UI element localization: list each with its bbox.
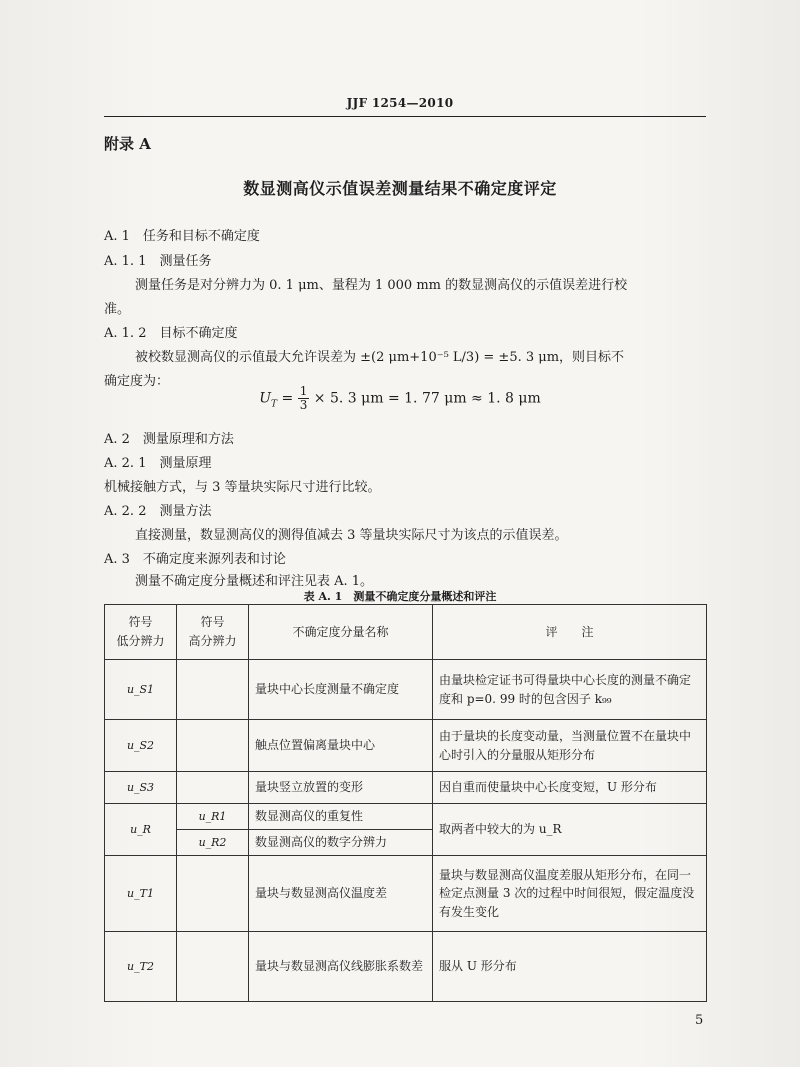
subsection-heading: A. 1. 2 目标不确定度: [104, 326, 238, 341]
section-heading: A. 3 不确定度来源列表和讨论: [104, 552, 286, 567]
document-title: 数显测高仪示值误差测量结果不确定度评定: [243, 179, 557, 198]
standard-header: JJF 1254—2010: [346, 96, 454, 110]
symbol-cell: u_S1: [105, 660, 177, 720]
paragraph-line: 准。: [104, 302, 131, 317]
symbol-high-cell: u_R2: [177, 830, 249, 856]
table-row: [105, 660, 707, 720]
comment-cell: 因自重而使量块中心长度变短，U 形分布: [433, 772, 707, 804]
table-row: [105, 772, 707, 804]
empty-cell: [177, 720, 249, 772]
empty-cell: [177, 932, 249, 1002]
table-row: [105, 856, 707, 932]
symbol-cell: u_S2: [105, 720, 177, 772]
paragraph-line: 测量任务是对分辨力为 0. 1 μm、量程为 1 000 mm 的数显测高仪的示值误差进行校: [135, 278, 628, 293]
component-name-cell: 量块中心长度测量不确定度: [249, 660, 433, 720]
symbol-cell: u_S3: [105, 772, 177, 804]
subsection-heading: A. 1. 1 测量任务: [104, 254, 212, 269]
target-uncertainty-formula: $U_T$ = $\frac{1}{3}$ × 5. 3 μm = 1. 77 μm ≈ 1. 8 μm: [259, 384, 541, 412]
comment-cell: 服从 U 形分布: [433, 932, 707, 1002]
symbol-cell: u_R: [105, 804, 177, 856]
header-symbol-high: 符号 高分辨力: [177, 605, 249, 660]
paragraph-line: 确定度为：: [104, 374, 170, 389]
symbol-cell: u_T1: [105, 856, 177, 932]
section-heading: A. 1 任务和目标不确定度: [104, 229, 260, 244]
table-row: [105, 804, 707, 830]
page-number: 5: [695, 1013, 704, 1028]
paragraph-line: 机械接触方式，与 3 等量块实际尺寸进行比较。: [104, 480, 381, 495]
header-symbol-low: 符号 低分辨力: [105, 605, 177, 660]
empty-cell: [177, 856, 249, 932]
subsection-heading: A. 2. 2 测量方法: [104, 504, 212, 519]
subsection-heading: A. 2. 1 测量原理: [104, 456, 212, 471]
symbol-high-cell: u_R1: [177, 804, 249, 830]
symbol-cell: u_T2: [105, 932, 177, 1002]
component-name-cell: 量块竖立放置的变形: [249, 772, 433, 804]
comment-cell: 取两者中较大的为 u_R: [433, 804, 707, 856]
comment-cell: 量块与数显测高仪温度差服从矩形分布，在同一检定点测量 3 次的过程中时间很短，假定温度没有发生变化: [433, 856, 707, 932]
header-rule: [104, 116, 706, 117]
table-header-row: [105, 605, 707, 660]
comment-cell: 由量块检定证书可得量块中心长度的测量不确定度和 p=0. 99 时的包含因子 k₉₉: [433, 660, 707, 720]
paragraph-line: 被校数显测高仪的示值最大允许误差为 ±(2 μm+10⁻⁵ L/3) = ±5. 3 μm，则目标不: [135, 350, 625, 365]
component-name-cell: 量块与数显测高仪线膨胀系数差: [249, 932, 433, 1002]
annex-label: 附录 A: [104, 135, 151, 153]
comment-cell: 由于量块的长度变动量，当测量位置不在量块中心时引入的分量服从矩形分布: [433, 720, 707, 772]
component-name-cell: 量块与数显测高仪温度差: [249, 856, 433, 932]
component-name-cell: 触点位置偏离量块中心: [249, 720, 433, 772]
empty-cell: [177, 660, 249, 720]
uncertainty-table: [104, 604, 707, 1002]
header-comment: 评 注: [433, 605, 707, 660]
table-caption: 表 A. 1 测量不确定度分量概述和评注: [303, 590, 497, 603]
header-component-name: 不确定度分量名称: [249, 605, 433, 660]
component-name-cell: 数显测高仪的重复性: [249, 804, 433, 830]
component-name-cell: 数显测高仪的数字分辨力: [249, 830, 433, 856]
table-row: [105, 932, 707, 1002]
paragraph-line: 直接测量，数显测高仪的测得值减去 3 等量块实际尺寸为该点的示值误差。: [135, 528, 568, 543]
empty-cell: [177, 772, 249, 804]
paragraph-line: 测量不确定度分量概述和评注见表 A. 1。: [135, 574, 374, 589]
section-heading: A. 2 测量原理和方法: [104, 432, 234, 447]
table-row: [105, 720, 707, 772]
